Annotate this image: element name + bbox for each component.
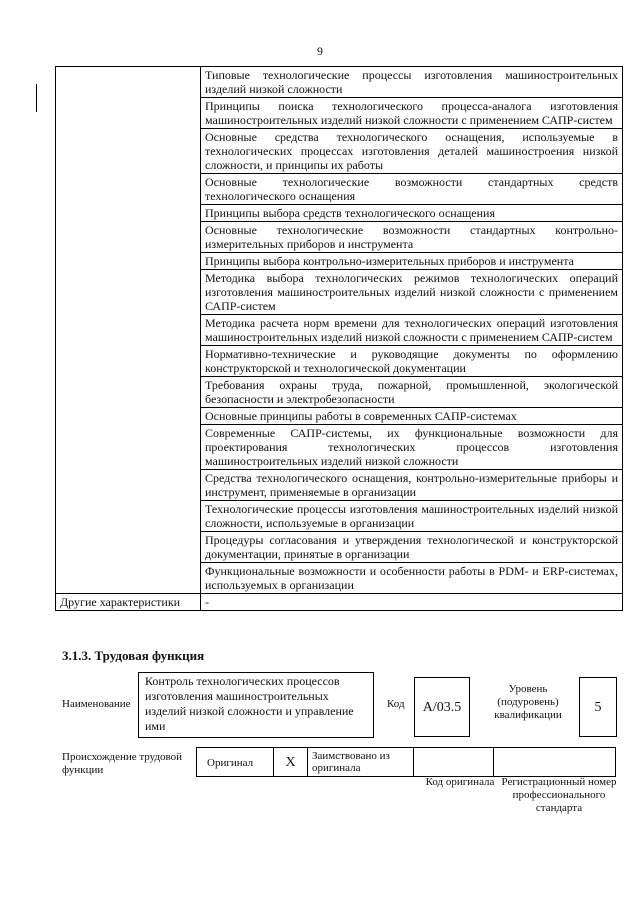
section-title: 3.1.3. Трудовая функция [62, 648, 205, 663]
knowledge-item: Функциональные возможности и особенности работы в PDM- и ERP-системах, используемых в организации [201, 563, 623, 594]
knowledge-item: Технологические процессы изготовления машиностроительных изделий низкой сложности, используемые в организации [201, 501, 623, 532]
knowledge-item: Современные САПР-системы, их функциональные возможности для проектирования технологических процессов изготовления машиностроительных изделий низкой сложности [201, 425, 623, 470]
original-code-cell [414, 747, 494, 777]
function-code-box: А/03.5 [414, 677, 470, 737]
knowledge-item: Процедуры согласования и утверждения технологической и конструкторской документации, принятые в организации [201, 532, 623, 563]
knowledge-item: Основные технологические возможности стандартных средств технологического оснащения [201, 174, 623, 205]
code-label: Код [387, 698, 405, 710]
knowledge-item: Основные технологические возможности стандартных контрольно-измерительных приборов и инструмента [201, 222, 623, 253]
other-characteristics-value: - [201, 594, 623, 611]
level-value-box: 5 [579, 677, 617, 737]
function-name-box: Контроль технологических процессов изготовления машиностроительных изделий низкой сложности и управление ими [138, 672, 374, 738]
knowledge-label-cell [56, 67, 201, 594]
code-original-label: Код оригинала [425, 776, 495, 788]
origin-row [196, 747, 616, 777]
knowledge-item: Основные принципы работы в современных САПР-системах [201, 408, 623, 425]
name-label: Наименование [62, 698, 131, 710]
margin-mark [36, 84, 37, 112]
table-row [56, 594, 623, 611]
level-label: Уровень (подуровень) квалификации [494, 683, 562, 721]
knowledge-table [55, 66, 623, 611]
knowledge-item: Типовые технологические процессы изготовления машиностроительных изделий низкой сложности [201, 67, 623, 98]
other-characteristics-label: Другие характеристики [56, 594, 201, 611]
table-row [56, 67, 623, 98]
knowledge-item: Принципы выбора контрольно-измерительных приборов и инструмента [201, 253, 623, 270]
origin-label: Происхождение трудовой функции [62, 751, 183, 776]
knowledge-item: Принципы поиска технологического процесса-аналога изготовления машиностроительных изделий низкой сложности с применением САПР-систем [201, 98, 623, 129]
reg-number-cell [494, 747, 616, 777]
reg-number-label: Регистрационный номер профессионального стандарта [501, 776, 617, 814]
knowledge-item: Нормативно-технические и руководящие документы по оформлению конструкторской и технологической документации [201, 346, 623, 377]
knowledge-item: Методика расчета норм времени для технологических операций изготовления машиностроительных изделий низкой сложности с применением САПР-систем [201, 315, 623, 346]
knowledge-item: Принципы выбора средств технологического оснащения [201, 205, 623, 222]
borrowed-cell: Заимствовано из оригинала [308, 747, 414, 777]
knowledge-item: Основные средства технологического оснащения, используемые в технологических процессах изготовления деталей машиностроения низкой сложности, и принципы их работы [201, 129, 623, 174]
knowledge-item: Методика выбора технологических режимов технологических операций изготовления машиностроительных изделий низкой сложности с применением САПР-систем [201, 270, 623, 315]
original-mark: X [274, 747, 308, 777]
knowledge-item: Средства технологического оснащения, контрольно-измерительные приборы и инструмент, применяемые в организации [201, 470, 623, 501]
knowledge-item: Требования охраны труда, пожарной, промышленной, экологической безопасности и электробезопасности [201, 377, 623, 408]
original-cell: Оригинал [196, 747, 274, 777]
page-number: 9 [317, 44, 323, 58]
